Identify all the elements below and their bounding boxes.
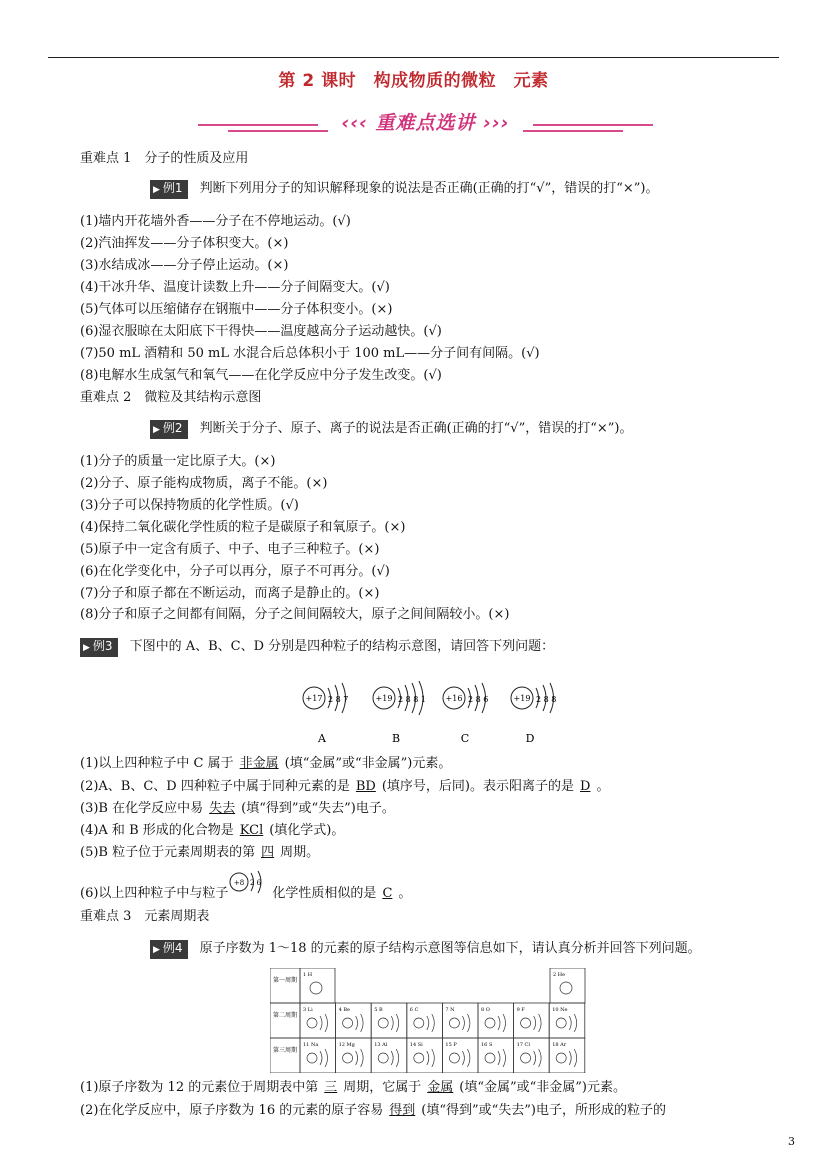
answer: 得到 xyxy=(389,1103,416,1118)
ex3-question-4: (4)A 和 B 形成的化合物是 KCl (填化学式)。 xyxy=(80,823,345,838)
element-cell: 8 O xyxy=(481,1007,490,1013)
example-1-tag: ▶ 例1 xyxy=(150,180,188,199)
ex3-question-6: (6)以上四种粒子中与粒子 +8 2 6 化学性质相似的是 C 。 xyxy=(80,882,411,903)
example-4-tag: ▶ 例4 xyxy=(150,940,188,959)
ex1-item: (5)气体可以压缩储存在钢瓶中——分子体积变小。(×) xyxy=(80,302,393,317)
answer: 非金属 xyxy=(239,756,279,771)
answer: C xyxy=(382,886,393,901)
element-cell: 17 Cl xyxy=(516,1042,530,1048)
atom-d-nucleus: +19 xyxy=(513,694,531,703)
period-2-label: 第二周期 xyxy=(272,1012,298,1019)
header-rule xyxy=(48,57,779,58)
atom-c-shells: 2 8 6 xyxy=(468,695,489,704)
atom-diagram-c xyxy=(443,683,488,745)
atom-c-label: C xyxy=(460,732,470,745)
ex2-item: (2)分子、原子能构成物质，离子不能。(×) xyxy=(80,476,328,491)
answer: 三 xyxy=(324,1080,338,1095)
svg-text:+8: +8 xyxy=(234,879,245,887)
answer: KCl xyxy=(239,823,264,838)
element-cell: 7 N xyxy=(445,1007,455,1013)
answer: D xyxy=(580,779,591,794)
ex1-item: (4)干冰升华、温度计读数上升——分子间隔变大。(√) xyxy=(80,280,390,295)
atom-b-label: B xyxy=(391,732,401,745)
ex2-item: (8)分子和原子之间都有间隔，分子之间间隔较大，原子之间间隔较小。(×) xyxy=(80,607,510,622)
element-cell: 14 Si xyxy=(409,1042,423,1048)
ex4-question-2: (2)在化学反应中，原子序数为 16 的元素的原子容易 得到 (填“得到”或“失去”)电子，所形成的粒子的 xyxy=(80,1103,666,1118)
answer: 失去 xyxy=(209,801,236,816)
answer: BD xyxy=(355,779,376,794)
section-banner xyxy=(198,106,653,134)
atom-a-label: A xyxy=(318,732,326,745)
banner-label: ‹‹‹ 重难点选讲 ››› xyxy=(341,112,510,134)
key-point-1: 重难点 1 分子的性质及应用 xyxy=(80,151,249,166)
period-1-label: 第一周期 xyxy=(272,977,298,984)
ex1-item: (2)汽油挥发——分子体积变大。(×) xyxy=(80,236,289,251)
answer: 四 xyxy=(261,845,275,860)
element-cell: 10 Ne xyxy=(552,1007,568,1013)
page-title: 第 2 课时 构成物质的微粒 元素 xyxy=(278,71,549,91)
ex4-question-1: (1)原子序数为 12 的元素位于周期表中第 三 周期，它属于 金属 (填“金属”或“非金属”)元素。 xyxy=(80,1080,627,1095)
atom-diagram-d xyxy=(511,683,556,745)
element-cell: 2 He xyxy=(553,972,566,978)
example-4-stem: ▶ 例4 原子序数为 1～18 的元素的原子结构示意图等信息如下，请认真分析并回答下列问题。 xyxy=(150,937,701,959)
ex2-item: (1)分子的质量一定比原子大。(×) xyxy=(80,454,276,469)
ex3-question-3: (3)B 在化学反应中易 失去 (填“得到”或“失去”)电子。 xyxy=(80,801,395,816)
element-cell: 3 Li xyxy=(303,1007,313,1013)
element-cell: 18 Ar xyxy=(552,1042,567,1048)
element-cell: 6 C xyxy=(409,1007,419,1013)
element-cell: 13 Al xyxy=(374,1042,388,1048)
ex1-item: (6)湿衣服晾在太阳底下干得快——温度越高分子运动越快。(√) xyxy=(80,324,442,339)
example-1-stem: ▶ 例1 判断下列用分子的知识解释现象的说法是否正确(正确的打“√”，错误的打“×”)。 xyxy=(150,177,658,199)
ex2-item: (3)分子可以保持物质的化学性质。(√) xyxy=(80,498,299,513)
element-cell: 15 P xyxy=(445,1042,457,1048)
element-cell: 9 F xyxy=(516,1007,525,1013)
example-2-tag: ▶ 例2 xyxy=(150,420,188,439)
atom-d-shells: 2 8 8 xyxy=(536,695,557,704)
atom-a-nucleus: +17 xyxy=(305,694,323,703)
key-point-2: 重难点 2 微粒及其结构示意图 xyxy=(80,390,262,405)
atom-d-label: D xyxy=(525,732,535,745)
ex2-item: (4)保持二氧化碳化学性质的粒子是碳原子和氧原子。(×) xyxy=(80,520,406,535)
example-3-stem: ▶ 例3 下图中的 A、B、C、D 分别是四种粒子的结构示意图，请回答下列问题： xyxy=(80,635,554,657)
key-point-3: 重难点 3 元素周期表 xyxy=(80,909,210,924)
atom-diagram-b xyxy=(373,681,426,745)
page-number: 3 xyxy=(788,1135,795,1148)
element-cell: 4 Be xyxy=(338,1007,351,1013)
atom-b-shells: 2 8 8 1 xyxy=(398,695,426,704)
oxygen-atom-diagram xyxy=(228,869,272,903)
ex1-item: (7)50 mL 酒精和 50 mL 水混合后总体积小于 100 mL——分子间有间隔。(√) xyxy=(80,346,540,361)
ex1-item: (3)水结成冰——分子停止运动。(×) xyxy=(80,258,289,273)
ex2-item: (6)在化学变化中，分子可以再分，原子不可再分。(√) xyxy=(80,564,390,579)
element-cell: 11 Na xyxy=(303,1042,319,1048)
element-cell: 16 S xyxy=(481,1042,493,1048)
element-cell: 12 Mg xyxy=(338,1042,355,1048)
ex3-question-2: (2)A、B、C、D 四种粒子中属于同种元素的是 BD (填序号，后同)。表示阳离子的是 D 。 xyxy=(80,779,610,794)
ex2-item: (7)分子和原子都在不断运动，而离子是静止的。(×) xyxy=(80,586,380,601)
atom-a-shells: 2 8 7 xyxy=(328,695,349,704)
atom-structure-diagrams xyxy=(300,680,560,750)
atom-b-nucleus: +19 xyxy=(375,694,393,703)
ex1-item: (8)电解水生成氢气和氧气——在化学反应中分子发生改变。(√) xyxy=(80,368,442,383)
periodic-table-diagram xyxy=(270,968,588,1073)
period-3-label: 第三周期 xyxy=(272,1047,298,1054)
ex3-question-1: (1)以上四种粒子中 C 属于 非金属 (填“金属”或“非金属”)元素。 xyxy=(80,756,452,771)
atom-c-nucleus: +16 xyxy=(445,694,463,703)
ex2-item: (5)原子中一定含有质子、中子、电子三种粒子。(×) xyxy=(80,542,380,557)
ex1-item: (1)墙内开花墙外香——分子在不停地运动。(√) xyxy=(80,214,351,229)
answer: 金属 xyxy=(427,1080,454,1095)
ex3-question-5: (5)B 粒子位于元素周期表的第 四 周期。 xyxy=(80,845,320,860)
example-2-stem: ▶ 例2 判断关于分子、原子、离子的说法是否正确(正确的打“√”，错误的打“×”)。 xyxy=(150,417,632,439)
example-3-tag: ▶ 例3 xyxy=(80,638,118,657)
atom-diagram-a xyxy=(303,683,348,745)
svg-text:2 6: 2 6 xyxy=(250,879,262,887)
element-cell: 5 B xyxy=(374,1007,383,1013)
element-cell: 1 H xyxy=(303,972,313,978)
